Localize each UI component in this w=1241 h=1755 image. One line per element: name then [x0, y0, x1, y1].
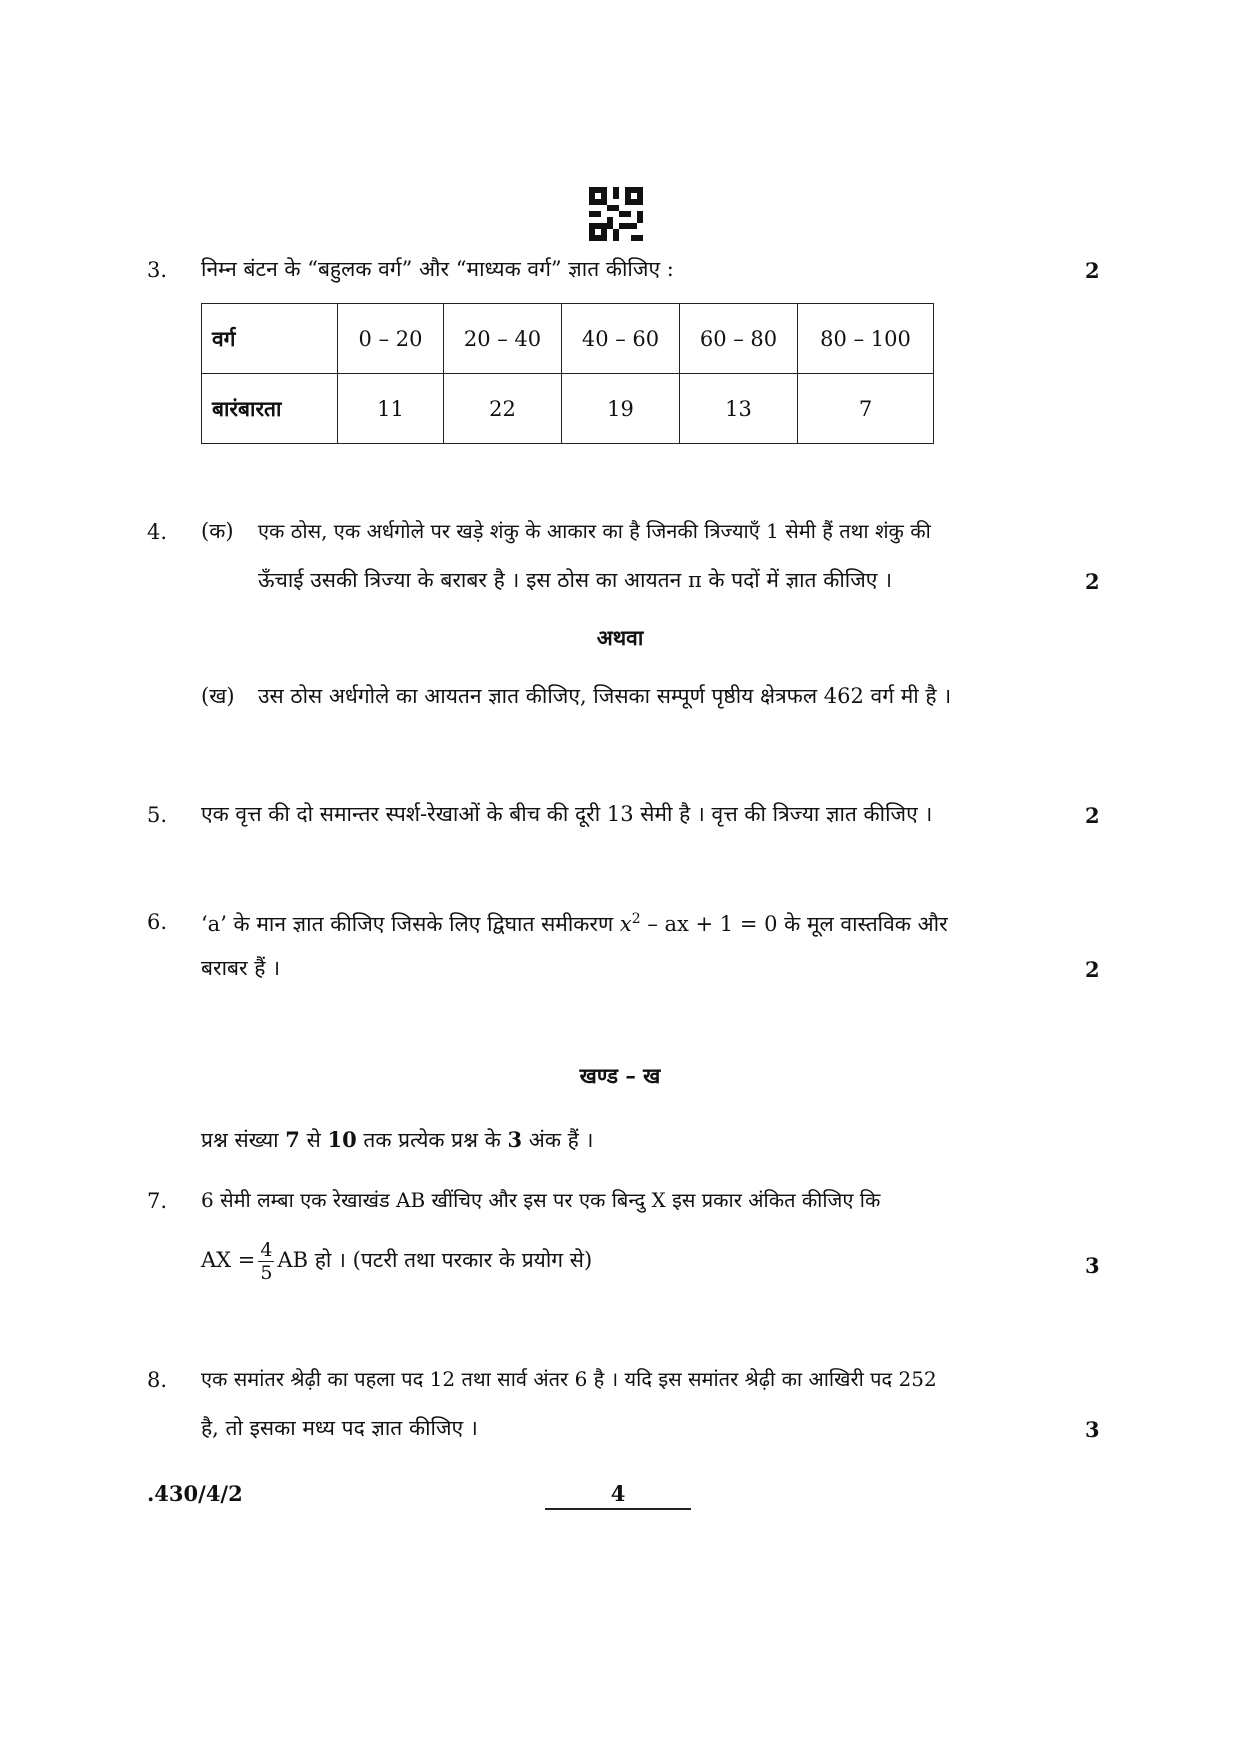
question-number: 4.: [147, 520, 168, 544]
section-intro-part: से: [306, 1128, 321, 1152]
section-title: खण्ड – ख: [579, 1063, 661, 1088]
table-cell: 40 – 60: [562, 304, 680, 374]
or-separator: अथवा: [596, 625, 644, 650]
page-number-underline: [545, 1508, 691, 1510]
paper-code: .430/4/2: [147, 1481, 243, 1506]
equation: [620, 912, 778, 936]
question-number: 3.: [147, 258, 168, 282]
section-intro-number: 7: [285, 1127, 300, 1152]
question-text: एक ठोस, एक अर्धगोले पर खड़े शंकु के आकार का है जिनकी त्रिज्याएँ 1 सेमी हैं तथा शंकु की: [258, 519, 931, 543]
question-text: ऊँचाई उसकी त्रिज्या के बराबर है । इस ठोस का आयतन π के पदों में ज्ञात कीजिए ।: [258, 568, 893, 592]
question-number: 6.: [147, 910, 168, 934]
section-intro-number: 10: [327, 1127, 357, 1152]
question-marks: 2: [1085, 569, 1100, 594]
frequency-table: [201, 303, 934, 444]
question-text-part: AX =: [201, 1248, 256, 1272]
equation-variable: x: [619, 912, 632, 936]
table-header-cell: वर्ग: [202, 304, 338, 374]
question-marks: 2: [1085, 957, 1100, 982]
question-text: है, तो इसका मध्य पद ज्ञात कीजिए ।: [201, 1416, 478, 1440]
question-text: बराबर हैं ।: [201, 956, 281, 980]
section-intro-part: तक प्रत्येक प्रश्न के: [363, 1128, 501, 1152]
question-text: एक समांतर श्रेढ़ी का पहला पद 12 तथा सार्व अंतर 6 है । यदि इस समांतर श्रेढ़ी का आखिरी पद 252: [201, 1367, 937, 1391]
table-cell: 13: [680, 374, 798, 444]
table-header-cell: बारंबारता: [202, 374, 338, 444]
section-intro-part: अंक हैं ।: [528, 1128, 594, 1152]
section-intro-number: 3: [507, 1127, 523, 1152]
table-cell: 19: [562, 374, 680, 444]
section-intro: [201, 1126, 593, 1154]
table-cell: 7: [798, 374, 934, 444]
question-marks: 3: [1085, 1417, 1100, 1442]
qr-code-icon: [589, 187, 643, 241]
question-text: [201, 905, 948, 938]
question-text-part: ‘a’ के मान ज्ञात कीजिए जिसके लिए द्विघात समीकरण: [201, 912, 614, 936]
option-label: (क): [201, 519, 234, 543]
question-text: 6 सेमी लम्बा एक रेखाखंड AB खींचिए और इस पर एक बिन्दु X इस प्रकार अंकित कीजिए कि: [201, 1188, 881, 1212]
table-row: [202, 374, 934, 444]
question-text-part: AB हो । (पटरी तथा परकार के प्रयोग से): [277, 1248, 593, 1272]
question-marks: 2: [1085, 803, 1100, 828]
question-text: [201, 1236, 592, 1284]
section-intro-part: प्रश्न संख्या: [201, 1128, 279, 1152]
question-text: निम्न बंटन के “बहुलक वर्ग” और “माध्यक वर्ग” ज्ञात कीजिए :: [201, 257, 674, 281]
page-number: 4: [610, 1481, 626, 1506]
question-number: 7.: [147, 1189, 168, 1213]
table-cell: 11: [338, 374, 444, 444]
fraction-numerator: 4: [260, 1239, 273, 1261]
question-number: 5.: [147, 803, 168, 827]
table-row: [202, 304, 934, 374]
fraction-denominator: 5: [260, 1262, 273, 1284]
table-cell: 0 – 20: [338, 304, 444, 374]
fraction: [258, 1239, 274, 1284]
table-cell: 80 – 100: [798, 304, 934, 374]
equation-exponent: 2: [631, 911, 641, 927]
question-text: एक वृत्त की दो समान्तर स्पर्श-रेखाओं के बीच की दूरी 13 सेमी है । वृत्त की त्रिज्या ज्ञात कीजिए ।: [201, 802, 933, 826]
table-cell: 22: [444, 374, 562, 444]
option-label: (ख): [201, 684, 235, 708]
question-marks: 3: [1085, 1253, 1100, 1278]
question-number: 8.: [147, 1368, 168, 1392]
question-text: उस ठोस अर्धगोले का आयतन ज्ञात कीजिए, जिसका सम्पूर्ण पृष्ठीय क्षेत्रफल 462 वर्ग मी है ।: [258, 684, 952, 708]
table-cell: 60 – 80: [680, 304, 798, 374]
question-text-part: के मूल वास्तविक और: [784, 912, 948, 936]
table-cell: 20 – 40: [444, 304, 562, 374]
equation-rest: – ax + 1 = 0: [640, 912, 778, 936]
question-marks: 2: [1085, 258, 1100, 283]
